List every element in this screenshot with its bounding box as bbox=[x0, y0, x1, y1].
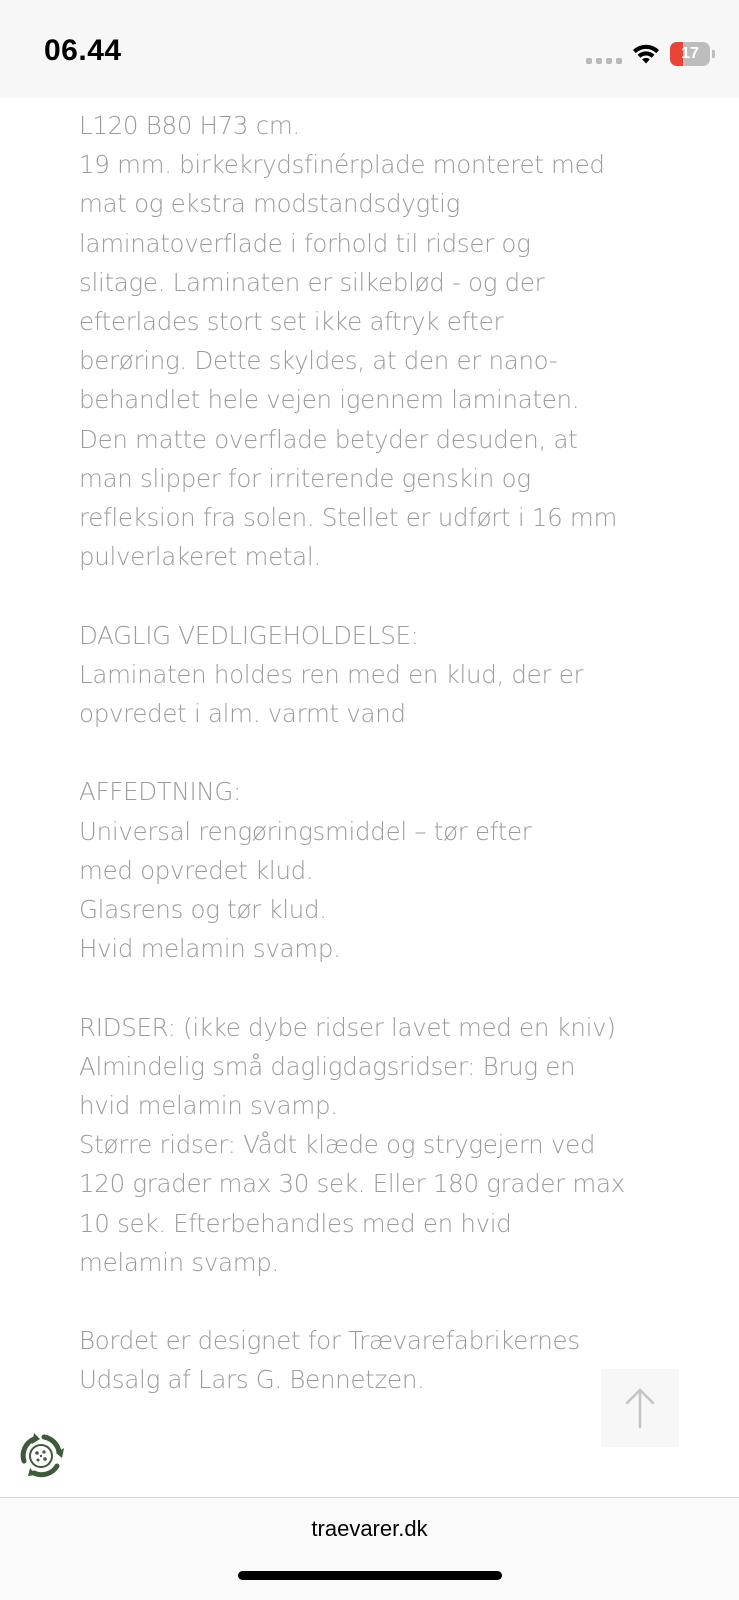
status-time: 06.44 bbox=[44, 34, 122, 67]
description-line: Den matte overflade betyder desuden, at bbox=[79, 424, 578, 454]
description-line: Laminaten holdes ren med en klud, der er bbox=[79, 659, 584, 689]
description-line: Almindelig små dagligdagsridser: Brug en bbox=[79, 1051, 576, 1081]
status-bar bbox=[0, 0, 739, 98]
description-line: 19 mm. birkekrydsfinérplade monteret med bbox=[79, 150, 605, 180]
description-line: AFFEDTNING: bbox=[79, 777, 242, 807]
cookie-consent-button[interactable] bbox=[14, 1428, 68, 1482]
description-line: berøring. Dette skyldes, at den er nano- bbox=[79, 346, 558, 376]
description-line: 10 sek. Efterbehandles med en hvid bbox=[79, 1208, 512, 1238]
description-paragraph bbox=[79, 106, 679, 576]
description-line: opvredet i alm. varmt vand bbox=[79, 699, 406, 729]
battery-level: 17 bbox=[681, 45, 699, 62]
description-paragraph bbox=[79, 616, 679, 734]
description-line: slitage. Laminaten er silkeblød - og der bbox=[79, 267, 545, 297]
description-line: refleksion fra solen. Stellet er udført i 16 mm bbox=[79, 503, 618, 533]
description-paragraph bbox=[79, 1321, 679, 1399]
description-line: efterlades stort set ikke aftryk efter bbox=[79, 307, 504, 337]
description-line: laminatoverflade i forhold til ridser og bbox=[79, 228, 531, 258]
description-paragraph bbox=[79, 1008, 679, 1282]
description-line: Universal rengøringsmiddel – tør efter bbox=[79, 816, 532, 846]
description-line: man slipper for irriterende genskin og bbox=[79, 463, 531, 493]
url-text[interactable]: traevarer.dk bbox=[311, 1516, 428, 1541]
wifi-icon bbox=[630, 42, 662, 66]
description-line: med opvredet klud. bbox=[79, 855, 314, 885]
description-line: DAGLIG VEDLIGEHOLDELSE: bbox=[79, 620, 419, 650]
description-line: melamin svamp. bbox=[79, 1247, 280, 1277]
description-line: hvid melamin svamp. bbox=[79, 1091, 338, 1121]
description-line: pulverlakeret metal. bbox=[79, 542, 321, 572]
description-line: mat og ekstra modstandsdygtig bbox=[79, 189, 461, 219]
description-line: Bordet er designet for Trævarefabrikernes bbox=[79, 1326, 580, 1356]
description-line: L120 B80 H73 cm. bbox=[79, 111, 300, 140]
cellular-signal-icon bbox=[586, 58, 622, 64]
cookie-consent-icon bbox=[14, 1428, 68, 1482]
battery-icon bbox=[670, 42, 714, 66]
description-paragraph bbox=[79, 772, 679, 968]
description-line: Større ridser: Vådt klæde og strygejern ved bbox=[79, 1130, 596, 1160]
description-line: Hvid melamin svamp. bbox=[79, 934, 341, 964]
product-description bbox=[79, 106, 679, 1400]
description-line: RIDSER: (ikke dybe ridser lavet med en kniv) bbox=[79, 1012, 616, 1042]
description-line: Udsalg af Lars G. Bennetzen. bbox=[79, 1365, 425, 1395]
arrow-up-icon bbox=[623, 1387, 657, 1429]
description-line: 120 grader max 30 sek. Eller 180 grader max bbox=[79, 1169, 625, 1199]
description-line: Glasrens og tør klud. bbox=[79, 895, 327, 925]
browser-address-bar[interactable] bbox=[0, 1497, 739, 1600]
scroll-to-top-button[interactable] bbox=[601, 1369, 679, 1447]
home-indicator[interactable] bbox=[238, 1571, 502, 1580]
description-line: behandlet hele vejen igennem laminaten. bbox=[79, 385, 580, 415]
